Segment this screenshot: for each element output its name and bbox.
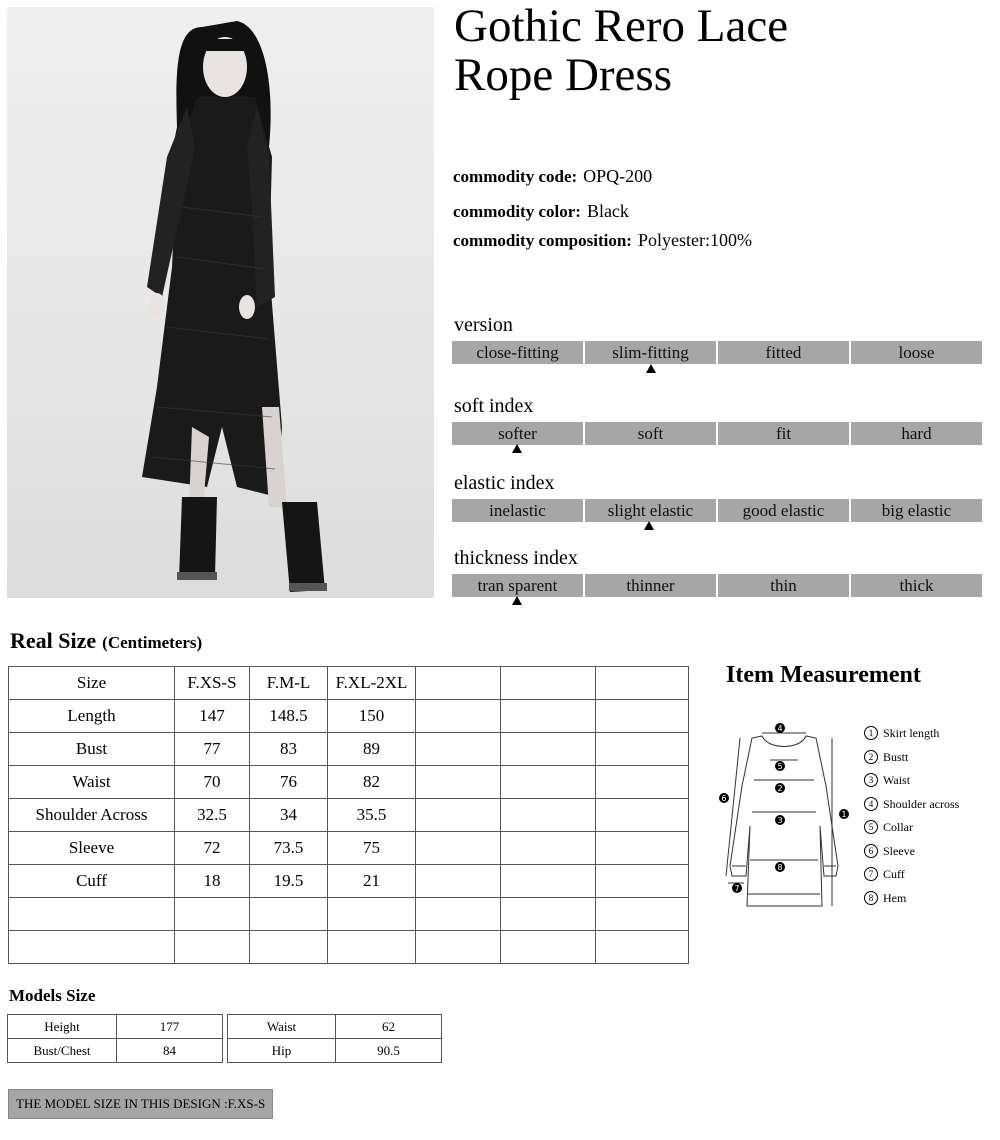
svg-text:2: 2 (777, 784, 783, 793)
table-row (9, 799, 689, 832)
table-cell (596, 898, 689, 931)
table-row (9, 931, 689, 964)
measurement-legend (864, 725, 959, 913)
table-cell (9, 931, 175, 964)
table-cell (250, 898, 328, 931)
table-cell (596, 865, 689, 898)
legend-number: 7 (864, 867, 878, 881)
table-cell: Shoulder Across (9, 799, 175, 832)
table-cell: 90.5 (336, 1039, 442, 1063)
thickness-index-option: tran sparent (452, 574, 583, 597)
thickness-index-selected-marker-icon (512, 596, 522, 605)
table-cell: 35.5 (328, 799, 416, 832)
table-cell: Height (8, 1015, 117, 1039)
legend-item (864, 772, 959, 796)
table-row (9, 733, 689, 766)
soft-index-selected-marker-icon (512, 444, 522, 453)
table-header-row (9, 667, 689, 700)
legend-number: 3 (864, 773, 878, 787)
svg-text:8: 8 (777, 863, 783, 872)
version-label: version (454, 314, 513, 336)
table-cell (416, 931, 501, 964)
table-cell (416, 799, 501, 832)
table-cell (250, 931, 328, 964)
table-cell (501, 733, 596, 766)
legend-label: Hem (883, 890, 907, 905)
table-row (9, 898, 689, 931)
elastic-index-option: inelastic (452, 499, 583, 522)
legend-item (864, 796, 959, 820)
spec-commodity-color (453, 201, 629, 222)
table-header-cell (501, 667, 596, 700)
table-cell: 82 (328, 766, 416, 799)
table-header-cell: Size (9, 667, 175, 700)
table-cell: 18 (175, 865, 250, 898)
spec-commodity-code (453, 166, 652, 187)
svg-text:6: 6 (721, 794, 727, 803)
table-cell (501, 766, 596, 799)
table-header-cell: F.XS-S (175, 667, 250, 700)
table-cell: 21 (328, 865, 416, 898)
legend-item (864, 843, 959, 867)
real-size-title: Real Size (10, 628, 97, 653)
spec-commodity-composition (453, 230, 752, 251)
table-cell (328, 898, 416, 931)
table-cell (328, 931, 416, 964)
table-cell: 83 (250, 733, 328, 766)
table-row (8, 1015, 223, 1039)
soft-index-scale (452, 422, 982, 445)
elastic-index-scale (452, 499, 982, 522)
svg-text:4: 4 (777, 724, 783, 733)
table-cell: 72 (175, 832, 250, 865)
legend-item (864, 890, 959, 914)
table-cell: 75 (328, 832, 416, 865)
spec-value: OPQ-200 (583, 166, 653, 186)
table-cell: Length (9, 700, 175, 733)
table-cell (416, 898, 501, 931)
models-size-table-right (227, 1014, 442, 1063)
model-size-design-note: THE MODEL SIZE IN THIS DESIGN :F.XS-S (8, 1089, 273, 1119)
table-cell: 148.5 (250, 700, 328, 733)
spec-value: Polyester:100% (637, 230, 752, 250)
table-cell: 70 (175, 766, 250, 799)
table-cell (501, 700, 596, 733)
real-size-unit: (Centimeters) (102, 633, 203, 652)
table-cell (416, 700, 501, 733)
legend-number: 5 (864, 820, 878, 834)
soft-index-option: hard (851, 422, 982, 445)
table-cell: 62 (336, 1015, 442, 1039)
soft-index-option: fit (718, 422, 849, 445)
elastic-index-option: big elastic (851, 499, 982, 522)
table-cell (501, 799, 596, 832)
models-size-table-left (7, 1014, 223, 1063)
table-cell: Waist (228, 1015, 336, 1039)
table-row (228, 1039, 442, 1063)
svg-text:5: 5 (777, 762, 783, 771)
table-row (228, 1015, 442, 1039)
product-title (454, 2, 788, 100)
table-cell: 77 (175, 733, 250, 766)
svg-text:7: 7 (734, 884, 740, 893)
table-header-cell (416, 667, 501, 700)
table-cell (175, 898, 250, 931)
spec-value: Black (586, 201, 629, 221)
table-row (9, 832, 689, 865)
table-cell (416, 733, 501, 766)
version-selected-marker-icon (646, 364, 656, 373)
table-cell (596, 766, 689, 799)
soft-index-label: soft index (454, 395, 534, 417)
elastic-index-option: slight elastic (585, 499, 716, 522)
table-cell: Sleeve (9, 832, 175, 865)
table-cell (416, 865, 501, 898)
table-cell: Cuff (9, 865, 175, 898)
elastic-index-selected-marker-icon (644, 521, 654, 530)
table-cell (596, 931, 689, 964)
table-header-cell: F.M-L (250, 667, 328, 700)
thickness-index-option: thinner (585, 574, 716, 597)
version-option: loose (851, 341, 982, 364)
thickness-index-scale (452, 574, 982, 597)
version-scale (452, 341, 982, 364)
table-cell (501, 832, 596, 865)
legend-label: Sleeve (883, 843, 915, 858)
table-cell (416, 766, 501, 799)
thickness-index-option: thick (851, 574, 982, 597)
table-row (8, 1039, 223, 1063)
model-figure-illustration (7, 7, 434, 598)
thickness-index-label: thickness index (454, 547, 578, 569)
table-row (9, 700, 689, 733)
product-title-line1: Gothic Rero Lace (454, 0, 789, 52)
elastic-index-option: good elastic (718, 499, 849, 522)
table-cell: 147 (175, 700, 250, 733)
item-measurement-title: Item Measurement (726, 662, 921, 688)
table-cell: Waist (9, 766, 175, 799)
legend-number: 4 (864, 797, 878, 811)
legend-item (864, 819, 959, 843)
table-cell (501, 865, 596, 898)
legend-item (864, 725, 959, 749)
version-option: slim-fitting (585, 341, 716, 364)
legend-item (864, 866, 959, 890)
thickness-index-option: thin (718, 574, 849, 597)
table-cell: 76 (250, 766, 328, 799)
table-cell: 32.5 (175, 799, 250, 832)
spec-key: commodity color: (453, 202, 581, 221)
product-title-line2: Rope Dress (454, 49, 672, 101)
table-cell: 177 (117, 1015, 223, 1039)
svg-text:1: 1 (841, 810, 847, 819)
legend-number: 1 (864, 726, 878, 740)
table-row (9, 865, 689, 898)
legend-label: Waist (883, 773, 911, 787)
legend-number: 8 (864, 891, 878, 905)
soft-index-option: softer (452, 422, 583, 445)
product-photo (7, 7, 434, 598)
table-cell (175, 931, 250, 964)
table-cell: 89 (328, 733, 416, 766)
table-cell: Bust/Chest (8, 1039, 117, 1063)
table-cell (9, 898, 175, 931)
table-header-cell: F.XL-2XL (328, 667, 416, 700)
spec-key: commodity composition: (453, 231, 632, 250)
table-cell (416, 832, 501, 865)
table-cell (596, 799, 689, 832)
table-cell: 150 (328, 700, 416, 733)
legend-number: 2 (864, 750, 878, 764)
real-size-table (8, 666, 689, 964)
legend-label: Cuff (883, 867, 905, 881)
table-cell (596, 832, 689, 865)
svg-text:3: 3 (777, 816, 783, 825)
table-cell: 34 (250, 799, 328, 832)
legend-item (864, 749, 959, 773)
table-cell: Hip (228, 1039, 336, 1063)
version-option: close-fitting (452, 341, 583, 364)
table-cell: Bust (9, 733, 175, 766)
version-option: fitted (718, 341, 849, 364)
table-row (9, 766, 689, 799)
elastic-index-label: elastic index (454, 472, 555, 494)
legend-label: Bustt (883, 749, 909, 764)
table-cell (596, 733, 689, 766)
legend-label: Collar (883, 820, 913, 834)
table-cell: 73.5 (250, 832, 328, 865)
table-cell (596, 700, 689, 733)
models-size-title: Models Size (9, 986, 96, 1005)
garment-measurement-diagram (712, 716, 852, 916)
table-cell: 19.5 (250, 865, 328, 898)
spec-key: commodity code: (453, 167, 578, 186)
table-cell: 84 (117, 1039, 223, 1063)
legend-number: 6 (864, 844, 878, 858)
real-size-heading (10, 628, 202, 654)
legend-label: Shoulder across (883, 796, 960, 811)
legend-label: Skirt length (883, 726, 940, 740)
table-header-cell (596, 667, 689, 700)
soft-index-option: soft (585, 422, 716, 445)
table-cell (501, 931, 596, 964)
table-cell (501, 898, 596, 931)
